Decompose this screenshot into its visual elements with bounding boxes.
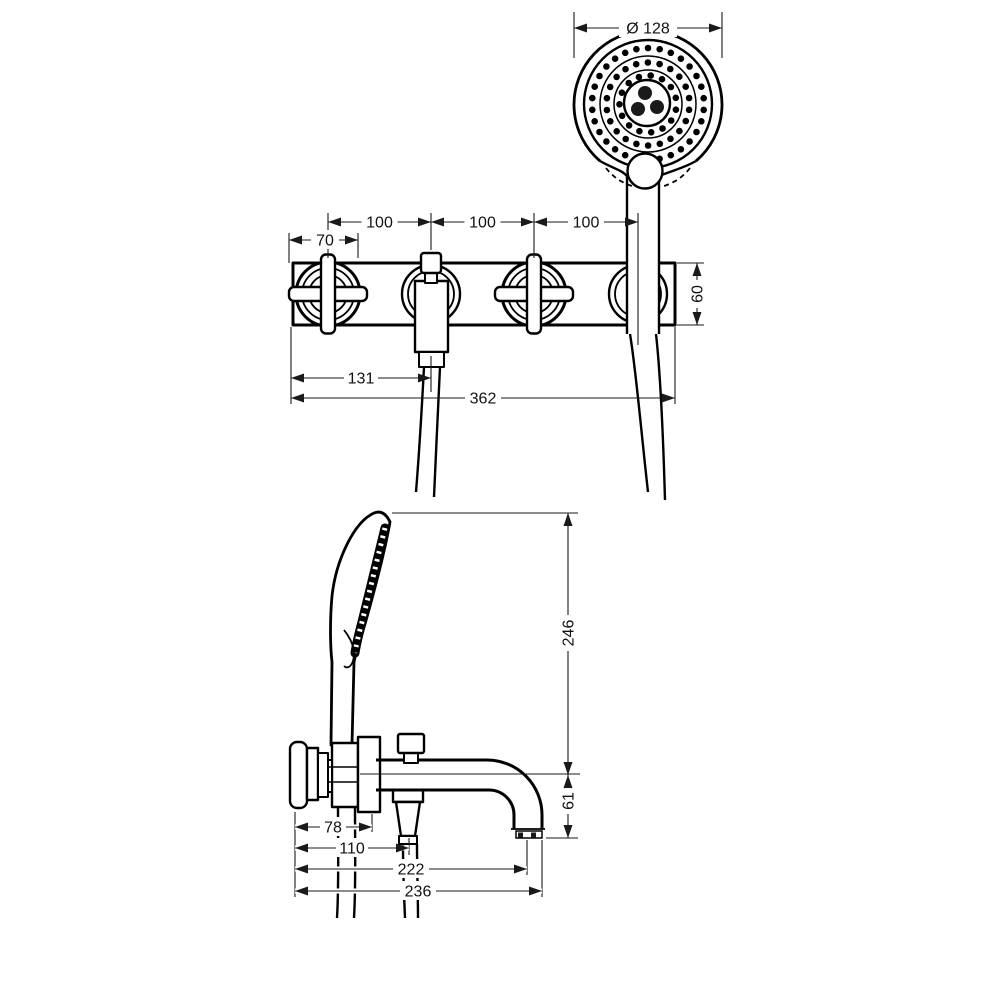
hand-shower-front	[574, 31, 722, 500]
nozzle-dot	[659, 76, 666, 83]
handle-flange-1	[307, 748, 318, 800]
svg-text:70: 70	[316, 232, 334, 250]
nozzle-dot	[676, 73, 683, 80]
nozzle-dot	[647, 72, 654, 79]
nozzle-dot	[686, 107, 693, 114]
nozzle-dot	[686, 95, 693, 102]
svg-text:246: 246	[560, 619, 578, 647]
svg-text:100: 100	[366, 214, 393, 232]
dim-plate-height	[677, 263, 707, 325]
svg-text:100: 100	[469, 214, 496, 232]
nozzle-dot	[678, 146, 685, 153]
nozzle-dot	[693, 129, 700, 136]
nozzle-dot	[673, 95, 680, 102]
cross-handle-side	[290, 742, 328, 808]
center-nozzle-3	[650, 100, 664, 114]
nozzle-dot	[668, 117, 675, 124]
svg-text:131: 131	[347, 370, 375, 388]
dim-label-hose-offset	[344, 368, 378, 388]
nozzle-dot	[686, 63, 693, 70]
hand-shower-handle	[600, 154, 696, 335]
nozzle-dot	[604, 107, 611, 114]
handle-flange-2	[318, 753, 328, 797]
nozzle-dot	[700, 107, 707, 114]
nozzle-dot	[622, 152, 629, 159]
nozzle-dot	[626, 122, 633, 129]
nozzle-dot	[648, 129, 655, 136]
front-view	[289, 12, 722, 500]
nozzle-dot	[612, 146, 619, 153]
dim-label-spout-drop	[558, 788, 578, 814]
nozzle-dot	[682, 83, 689, 90]
hand-shower-side	[331, 512, 391, 745]
svg-text:78: 78	[324, 819, 342, 837]
nozzle-dot	[603, 63, 610, 70]
svg-text:61: 61	[560, 792, 578, 810]
dim-label-spacing-b	[465, 212, 501, 232]
nozzle-dot	[612, 55, 619, 62]
nozzle-dot	[656, 46, 663, 53]
nozzle-dot	[589, 95, 596, 102]
nozzle-dot	[613, 74, 620, 81]
nozzle-dot	[693, 73, 700, 80]
diverter-unit	[415, 253, 448, 367]
svg-text:236: 236	[404, 883, 432, 901]
mode-button	[628, 154, 663, 189]
handle-knob-side	[290, 742, 307, 808]
dim-hose-offset	[291, 327, 431, 404]
nozzle-dot	[607, 84, 614, 91]
svg-text:362: 362	[469, 390, 497, 408]
dim-label-plate-height	[687, 280, 707, 308]
svg-text:60: 60	[689, 285, 707, 303]
dim-total-width	[291, 327, 675, 408]
nozzle-dot	[604, 95, 611, 102]
nozzle-dot	[698, 83, 705, 90]
center-nozzle-2	[631, 102, 645, 116]
nozzle-dot	[622, 136, 629, 143]
hand-shower-head	[574, 31, 722, 168]
nozzle-dot	[659, 125, 666, 132]
nozzle-dot	[668, 84, 675, 91]
dim-label-overall-height	[558, 615, 578, 651]
nozzle-dot	[622, 50, 629, 57]
nozzle-dot	[596, 73, 603, 80]
nozzle-dot	[591, 118, 598, 125]
nozzle-dot	[683, 118, 690, 125]
dim-label-total-width	[465, 388, 501, 408]
nozzle-dot	[667, 136, 674, 143]
nozzle-dot	[616, 101, 623, 108]
nozzle-dot	[633, 61, 640, 68]
nozzle-dot	[673, 106, 680, 113]
dim-label-hose-depth	[336, 838, 368, 858]
nozzle-dot	[603, 138, 610, 145]
nozzle-dot	[667, 66, 674, 73]
nozzle-dot	[633, 141, 640, 148]
cross-handle-right	[495, 255, 573, 334]
nozzle-dot	[656, 61, 663, 68]
nozzle-dot	[596, 129, 603, 136]
nozzle-dot	[668, 152, 675, 159]
center-nozzle-1	[638, 86, 652, 100]
nozzle-dot	[678, 55, 685, 62]
spout-outlet	[511, 829, 545, 838]
svg-text:Ø 128: Ø 128	[626, 20, 670, 38]
holder-escutcheon-side	[332, 743, 358, 807]
diverter-knob	[421, 253, 441, 273]
dim-label-head-diameter	[619, 18, 677, 38]
nozzle-dot	[676, 128, 683, 135]
svg-text:110: 110	[339, 840, 365, 858]
nozzle-dot	[657, 141, 664, 148]
nozzle-dot	[619, 113, 626, 120]
dim-spout-drop	[546, 775, 578, 838]
nozzle-dot	[645, 59, 652, 66]
nozzle-dot	[686, 138, 693, 145]
hose-cone	[393, 790, 423, 844]
svg-text:222: 222	[397, 861, 425, 879]
dim-label-spout-reach	[393, 859, 429, 879]
nozzle-dot	[607, 118, 614, 125]
nozzle-dot	[645, 45, 652, 52]
shower-hose-front-left	[416, 367, 440, 497]
side-view	[290, 512, 580, 918]
nozzle-dot	[591, 83, 598, 90]
nozzle-dot	[668, 50, 675, 57]
dim-label-spacing-c	[568, 212, 604, 232]
cross-handle-left	[289, 255, 367, 334]
nozzle-dot	[698, 118, 705, 125]
dim-label-total-depth	[400, 881, 436, 901]
dim-label-left-offset	[311, 230, 339, 250]
nozzle-dot	[636, 128, 643, 135]
svg-text:100: 100	[572, 214, 600, 232]
nozzle-dot	[613, 128, 620, 135]
diverter-body	[415, 281, 448, 352]
shower-hose-front-right	[630, 334, 665, 500]
nozzle-dot	[700, 95, 707, 102]
nozzle-dot	[633, 46, 640, 53]
hose-nut-side	[399, 836, 417, 844]
dim-label-spacing-a	[362, 212, 398, 232]
dim-label-handle-depth	[320, 817, 346, 837]
dim-depth-stack	[295, 812, 542, 901]
nozzle-dot	[589, 107, 596, 114]
nozzle-dot	[622, 66, 629, 73]
nozzle-dot	[636, 74, 643, 81]
nozzle-dot	[645, 142, 652, 149]
